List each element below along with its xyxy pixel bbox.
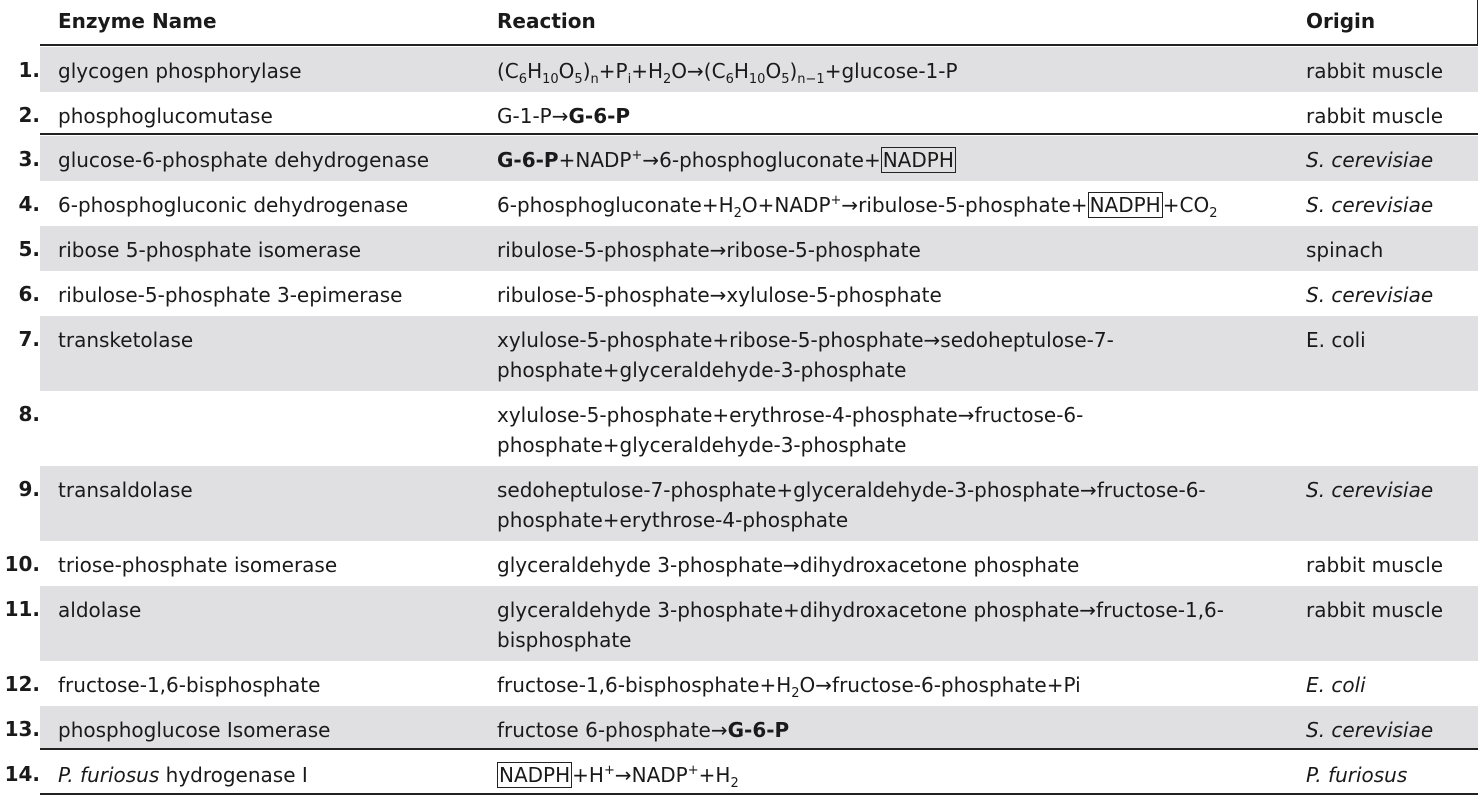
row-number: 5.: [18, 237, 40, 261]
reaction-cell: ribulose-5-phosphate→ribose-5-phosphate: [497, 238, 921, 262]
row-number: 14.: [4, 762, 40, 786]
row-number: 11.: [4, 597, 40, 621]
row-number: 3.: [18, 147, 40, 171]
enzyme-name-cell: glycogen phosphorylase: [58, 59, 302, 83]
reaction-cell: fructose 6-phosphate→G-6-P: [497, 718, 790, 742]
row-number: 7.: [18, 327, 40, 351]
enzyme-name-cell: ribulose-5-phosphate 3-epimerase: [58, 283, 403, 307]
enzyme-name-cell: transketolase: [58, 328, 194, 352]
origin-cell: S. cerevisiae: [1306, 283, 1434, 307]
table-row: [0, 47, 1481, 92]
enzyme-name-cell: P. furiosus hydrogenase I: [58, 763, 308, 787]
row-number: 9.: [18, 477, 40, 501]
enzyme-name-cell: transaldolase: [58, 478, 193, 502]
row-number: 10.: [4, 552, 40, 576]
reaction-cell: ribulose-5-phosphate→xylulose-5-phosphate: [497, 283, 942, 307]
origin-cell: S. cerevisiae: [1306, 148, 1434, 172]
row-number: 4.: [18, 192, 40, 216]
section-rule-2: [40, 748, 1478, 750]
reaction-cell: sedoheptulose-7-phosphate+glyceraldehyde-3-phosphate→fructose-6-phosphate+erythrose-4-phosphate: [497, 478, 1206, 532]
header-reaction: Reaction: [497, 9, 596, 33]
row-number: 2.: [18, 103, 40, 127]
bottom-rule: [40, 793, 1478, 795]
table-row: [0, 541, 1481, 586]
table-row: [0, 226, 1481, 271]
enzyme-name-cell: glucose-6-phosphate dehydrogenase: [58, 148, 430, 172]
table-row: [0, 586, 1481, 661]
table-row: [0, 391, 1481, 466]
table-header: [40, 0, 1478, 44]
origin-cell: rabbit muscle: [1306, 104, 1444, 128]
enzyme-name-cell: triose-phosphate isomerase: [58, 553, 338, 577]
section-rule-1: [40, 133, 1478, 135]
reaction-cell: xylulose-5-phosphate+ribose-5-phosphate→sedoheptulose-7-phosphate+glyceraldehyde-3-phosphate: [497, 328, 1114, 382]
reaction-cell: glyceraldehyde 3-phosphate+dihydroxacetone phosphate→fructose-1,6-bisphosphate: [497, 598, 1225, 652]
table-row: [0, 271, 1481, 316]
header-enzyme-name: Enzyme Name: [58, 9, 217, 33]
reaction-cell: glyceraldehyde 3-phosphate→dihydroxacetone phosphate: [497, 553, 1080, 577]
enzyme-name-cell: phosphoglucomutase: [58, 104, 273, 128]
origin-cell: S. cerevisiae: [1306, 718, 1434, 742]
row-number: 8.: [18, 402, 40, 426]
reaction-cell: G-6-P+NADP+→6-phosphogluconate+ NADPH: [497, 148, 954, 172]
origin-cell: rabbit muscle: [1306, 598, 1444, 622]
origin-cell: E. coli: [1306, 328, 1366, 352]
header-rule: [40, 44, 1478, 46]
table-row: [0, 661, 1481, 706]
reaction-cell: G-1-P→G-6-P: [497, 104, 631, 128]
origin-cell: P. furiosus: [1306, 763, 1408, 787]
origin-cell: rabbit muscle: [1306, 553, 1444, 577]
table-row: [0, 181, 1481, 226]
enzyme-name-cell: aldolase: [58, 598, 142, 622]
reaction-cell: xylulose-5-phosphate+erythrose-4-phosphate→fructose-6-phosphate+glyceraldehyde-3-phosphate: [497, 403, 1084, 457]
enzyme-name-cell: phosphoglucose Isomerase: [58, 718, 331, 742]
table-row: [0, 92, 1481, 133]
table-row: [0, 136, 1481, 181]
origin-cell: S. cerevisiae: [1306, 478, 1434, 502]
origin-cell: rabbit muscle: [1306, 59, 1444, 83]
origin-cell: E. coli: [1306, 673, 1366, 697]
reaction-cell: NADPH $+H^+\to NADP^++H_2$: [499, 763, 739, 791]
reaction-cell: fructose-$1,6-bisphosphate+H_2O\to fructose-6-phosphate+Pi$: [497, 673, 1081, 701]
reaction-cell: $6-phosphogluconate+H_2O+NADP^+\to ribulose-5-phosphate+$ NADPH $+CO_2$: [497, 193, 1218, 221]
enzyme-name-cell: fructose-1,6-bisphosphate: [58, 673, 321, 697]
row-number: 13.: [4, 717, 40, 741]
table-row: [0, 751, 1481, 793]
row-number: 12.: [4, 672, 40, 696]
header-origin: Origin: [1306, 9, 1376, 33]
enzyme-name-cell: 6-phosphogluconic dehydrogenase: [58, 193, 409, 217]
origin-cell: S. cerevisiae: [1306, 193, 1434, 217]
table-row: [0, 706, 1481, 748]
enzyme-name-cell: ribose 5-phosphate isomerase: [58, 238, 362, 262]
reaction-cell: $(C_6H_{10}O_5)_n+P_i+H_2O\to(C_6H_{10}O_5)_{n-1}+glucose-1-P$: [497, 59, 958, 87]
header-right-border: [1477, 0, 1478, 44]
table-row: [0, 316, 1481, 391]
row-number: 6.: [18, 282, 40, 306]
row-number: 1.: [18, 58, 40, 82]
table-row: [0, 466, 1481, 541]
origin-cell: spinach: [1306, 238, 1384, 262]
